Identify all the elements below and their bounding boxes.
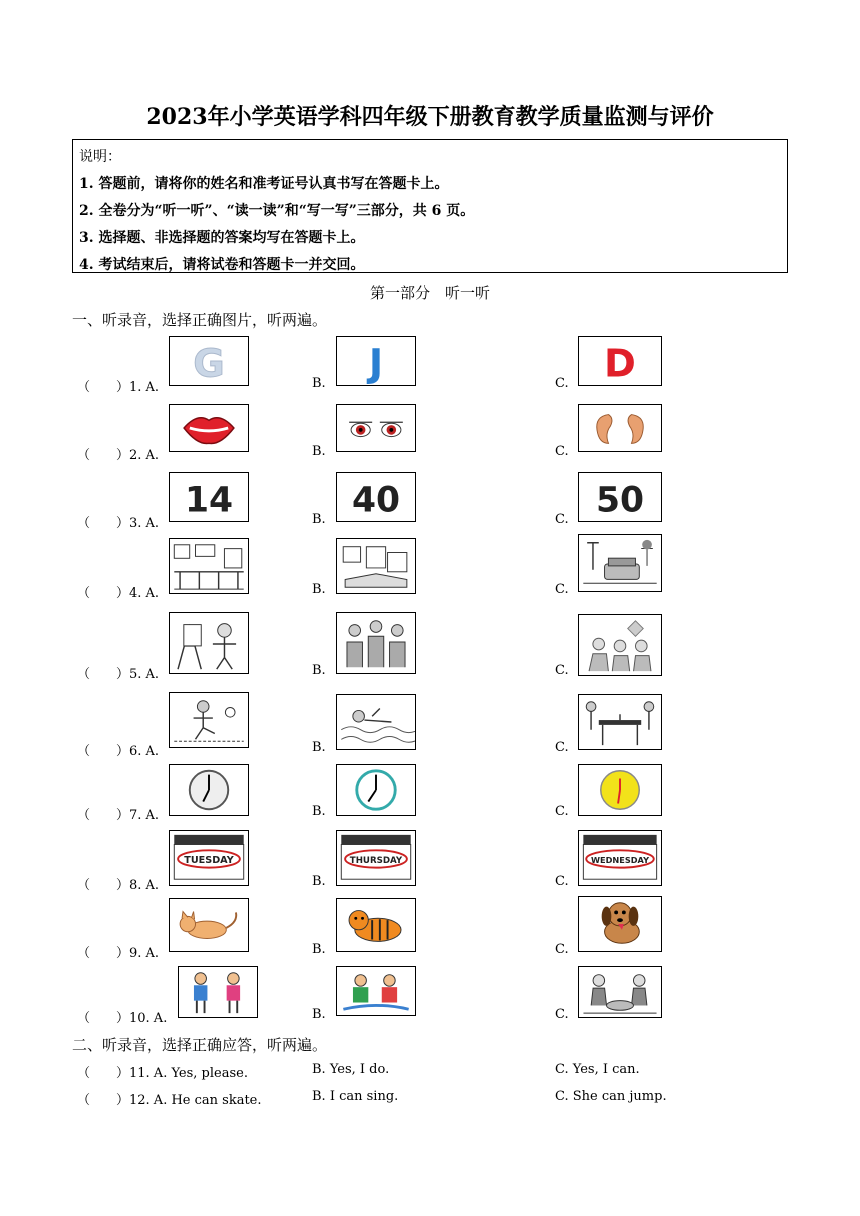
day-label: TUESDAY (184, 854, 234, 866)
calendar-icon (579, 831, 661, 885)
tiger-picture[interactable] (336, 898, 416, 952)
option-c-label: C. (555, 444, 569, 459)
day-label: THURSDAY (349, 855, 403, 866)
clock-c-picture[interactable] (578, 764, 662, 816)
family-picture[interactable] (336, 612, 416, 674)
question-label: （ ）4. A. (77, 586, 160, 601)
living-room-picture[interactable] (578, 534, 662, 592)
swimming-icon (337, 695, 415, 749)
number-40-picture[interactable] (336, 472, 416, 522)
letter-g: G (193, 341, 225, 385)
ears-picture[interactable] (578, 404, 662, 452)
calendar-icon (170, 831, 248, 885)
clock-a-picture[interactable] (169, 764, 249, 816)
instruction-item: 2. 全卷分为“听一听”、“读一读”和“写一写”三部分，共 6 页。 (79, 203, 475, 219)
dog-icon (579, 897, 661, 951)
option-b-label: B. (312, 582, 326, 597)
number-40: 40 (351, 480, 401, 521)
option-c-label: C. (555, 740, 569, 755)
wednesday-picture[interactable] (578, 830, 662, 886)
option-b-label: B. (312, 376, 326, 391)
dog-picture[interactable] (578, 896, 662, 952)
question-label: （ ）10. A. (77, 1011, 168, 1026)
option-b-label: B. (312, 663, 326, 678)
tiger-icon (337, 899, 415, 951)
page-title: 2023年小学英语学科四年级下册教育教学质量监测与评价 (146, 104, 714, 130)
option-c-label: C. (555, 874, 569, 889)
part-title: 第一部分 听一听 (369, 284, 490, 302)
option-c-label: C. (555, 376, 569, 391)
option-c-label: C. (555, 663, 569, 678)
instructions-box (72, 139, 788, 273)
family-picture-icon (337, 613, 415, 673)
clock-b-picture[interactable] (336, 764, 416, 816)
cat-icon (170, 899, 248, 951)
eyes-icon (337, 405, 415, 451)
number-14-picture[interactable] (169, 472, 249, 522)
football-picture[interactable] (169, 692, 249, 748)
question-label: （ ）7. A. (77, 808, 160, 823)
eyes-picture[interactable] (336, 404, 416, 452)
question-label: （ ）11. A. Yes, please. (77, 1066, 248, 1081)
number-50: 50 (595, 480, 645, 521)
picnic-picture[interactable] (578, 966, 662, 1018)
instruction-item: 4. 考试结束后，请将试卷和答题卡一并交回。 (79, 257, 365, 273)
option-b-label: B. (312, 1007, 326, 1022)
day-label: WEDNESDAY (590, 854, 650, 865)
question-label: （ ）2. A. (77, 448, 160, 463)
question-label: （ ）8. A. (77, 878, 160, 893)
number-14: 14 (184, 480, 234, 521)
option-b-label: B. (312, 740, 326, 755)
letter-j-picture[interactable] (336, 336, 416, 386)
football-icon (170, 693, 248, 747)
mouth-picture[interactable] (169, 404, 249, 452)
kids-sitting-icon (337, 967, 415, 1015)
question-label: （ ）3. A. (77, 516, 160, 531)
letter-j: J (368, 341, 384, 385)
kitchen-icon (170, 539, 248, 593)
option-b-label: B. (312, 942, 326, 957)
people-picture[interactable] (578, 614, 662, 676)
option-c-label: C. (555, 804, 569, 819)
section-2-heading: 二、听录音，选择正确应答，听两遍。 (72, 1036, 328, 1054)
ping-pong-icon (579, 695, 661, 749)
kids-icon (179, 967, 257, 1017)
option-c-label: C. (555, 942, 569, 957)
letter-g-picture[interactable] (169, 336, 249, 386)
question-label: （ ）9. A. (77, 946, 160, 961)
people-picture-icon (579, 615, 661, 675)
bedroom-icon (337, 539, 415, 593)
tuesday-picture[interactable] (169, 830, 249, 886)
number-50-picture[interactable] (578, 472, 662, 522)
question-label: （ ）5. A. (77, 667, 160, 682)
kitchen-picture[interactable] (169, 538, 249, 594)
ears-icon (579, 405, 661, 451)
option-b-label: B. (312, 512, 326, 527)
question-label: （ ）6. A. (77, 744, 160, 759)
clock-icon (337, 765, 415, 815)
option-b-label: B. (312, 874, 326, 889)
option-b: B. I can sing. (312, 1089, 399, 1104)
thursday-picture[interactable] (336, 830, 416, 886)
kids-sitting-picture[interactable] (336, 966, 416, 1016)
option-c: C. She can jump. (555, 1089, 667, 1104)
question-label: （ ）1. A. (77, 380, 160, 395)
kids-picture[interactable] (178, 966, 258, 1018)
option-c-label: C. (555, 582, 569, 597)
drawing-picture-icon (170, 613, 248, 673)
option-b-label: B. (312, 804, 326, 819)
instruction-item: 3. 选择题、非选择题的答案均写在答题卡上。 (79, 230, 365, 246)
ping-pong-picture[interactable] (578, 694, 662, 750)
clock-icon (579, 765, 661, 815)
question-label: （ ）12. A. He can skate. (77, 1093, 262, 1108)
calendar-icon (337, 831, 415, 885)
swimming-picture[interactable] (336, 694, 416, 750)
letter-d-picture[interactable] (578, 336, 662, 386)
instruction-item: 1. 答题前，请将你的姓名和准考证号认真书写在答题卡上。 (79, 176, 449, 192)
living-room-icon (579, 535, 661, 591)
drawing-picture[interactable] (169, 612, 249, 674)
option-c-label: C. (555, 512, 569, 527)
letter-d: D (604, 341, 636, 385)
section-1-heading: 一、听录音，选择正确图片，听两遍。 (72, 311, 328, 329)
instructions-heading: 说明： (79, 149, 121, 165)
picnic-icon (579, 967, 661, 1017)
option-c: C. Yes, I can. (555, 1062, 640, 1077)
option-b: B. Yes, I do. (312, 1062, 390, 1077)
cat-picture[interactable] (169, 898, 249, 952)
option-b-label: B. (312, 444, 326, 459)
clock-icon (170, 765, 248, 815)
option-c-label: C. (555, 1007, 569, 1022)
mouth-icon (170, 405, 248, 451)
bedroom-picture[interactable] (336, 538, 416, 594)
